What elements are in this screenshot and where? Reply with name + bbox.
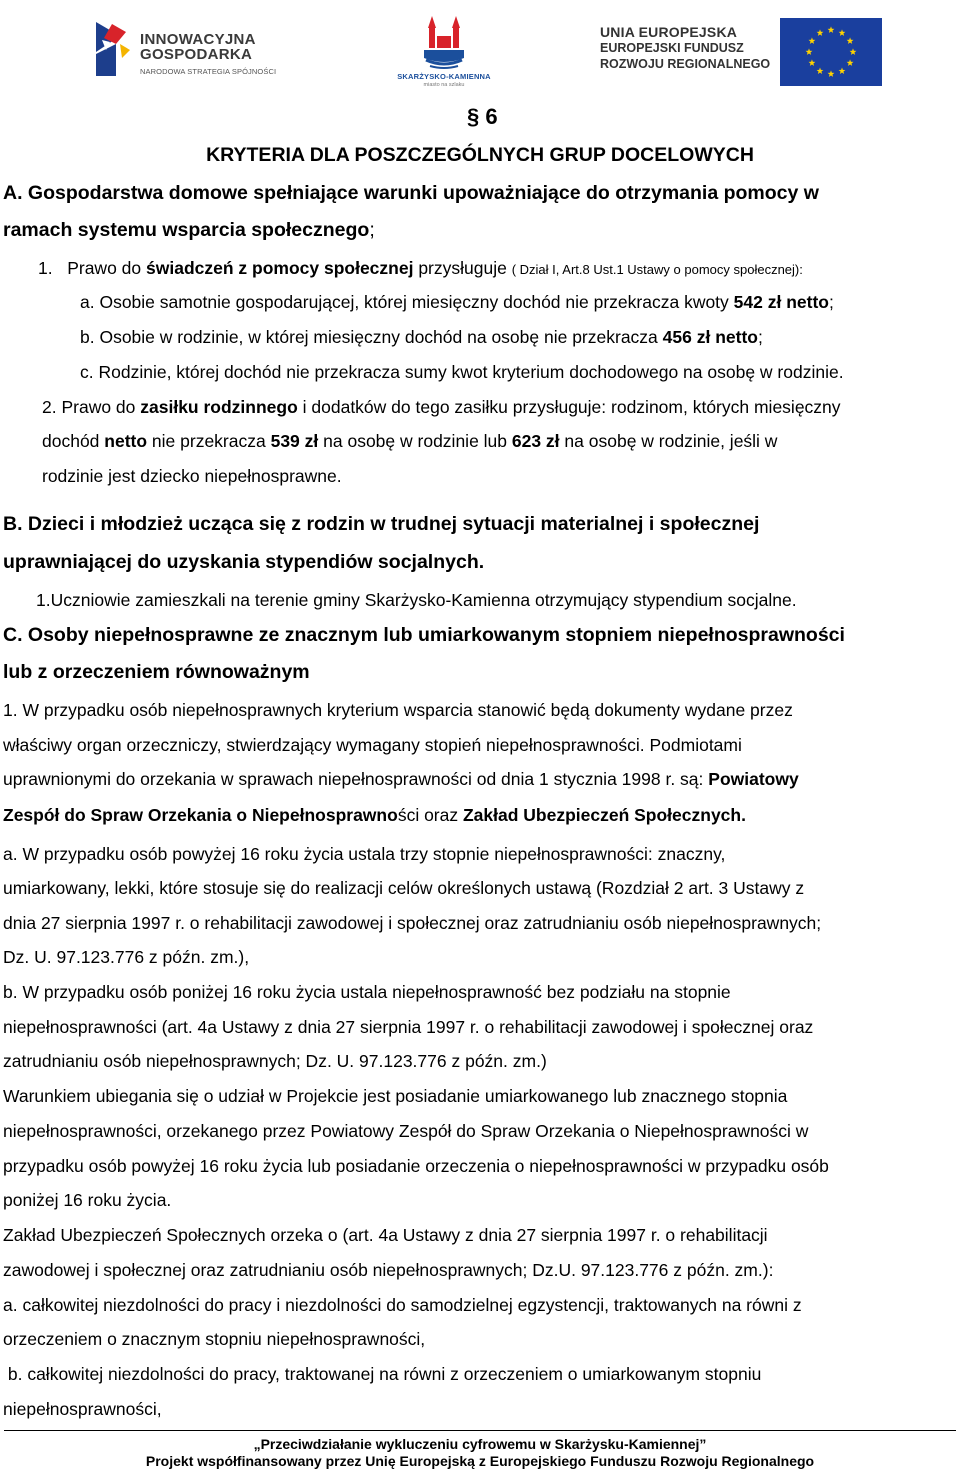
section-c-b-line3: zatrudnianiu osób niepełnosprawnych; Dz. U. 97.123.776 z późn. zm.) bbox=[3, 1051, 547, 1071]
skarzysko-kamienna-logo bbox=[396, 14, 492, 90]
section-c-a-line3: dnia 27 sierpnia 1997 r. o rehabilitacji zawodowej i społecznej oraz zatrudnianiu osób niepełnosprawnych; bbox=[3, 913, 822, 933]
ig-logo-line3: NARODOWA STRATEGIA SPÓJNOŚCI bbox=[140, 67, 277, 76]
section-c-p1-line3: uprawnionymi do orzekania w sprawach niepełnosprawności od dnia 1 stycznia 1998 r. są: Powiatowy bbox=[3, 769, 799, 789]
skarzysko-crest-icon bbox=[418, 14, 470, 70]
section-c-p1-line4: Zespół do Spraw Orzekania o Niepełnosprawności oraz Zakład Ubezpieczeń Społecznych. bbox=[3, 805, 746, 825]
section-a-item-2-line2: dochód netto nie przekracza 539 zł na osobę w rodzinie lub 623 zł na osobę w rodzinie, jeśli w bbox=[42, 431, 778, 451]
skarzysko-logo-tag: miasto na szlaku bbox=[423, 82, 465, 88]
section-c-b-line2: niepełnosprawności (art. 4a Ustawy z dnia 27 sierpnia 1997 r. o rehabilitacji zawodowej i społecznej oraz bbox=[3, 1017, 814, 1037]
section-c-w-line3: przypadku osób powyżej 16 roku życia lub posiadanie orzeczenia o niepełnosprawności w przypadku osób bbox=[3, 1156, 829, 1176]
section-c-z-line2: zawodowej i społecznej oraz zatrudnianiu osób niepełnosprawnych; Dz.U. 97.123.776 z późn. zm.): bbox=[3, 1260, 774, 1280]
section-c-z-line1: Zakład Ubezpieczeń Społecznych orzeka o (art. 4a Ustawy z dnia 27 sierpnia 1997 r. o rehabilitacji bbox=[3, 1225, 768, 1245]
section-b-heading-2: uprawniającej do uzyskania stypendiów socjalnych. bbox=[3, 551, 485, 573]
section-c-zb-line1: b. całkowitej niezdolności do pracy, traktowanej na równi z orzeczeniem o umiarkowanym stopniu bbox=[3, 1364, 762, 1384]
section-c-w-line4: poniżej 16 roku życia. bbox=[3, 1190, 172, 1210]
section-a-heading-2: ramach systemu wsparcia społecznego; bbox=[3, 219, 375, 241]
document-title: KRYTERIA DLA POSZCZEGÓLNYCH GRUP DOCELOWYCH bbox=[206, 144, 754, 166]
innowacyjna-gospodarka-logo bbox=[92, 18, 282, 82]
section-a-item-2-line3: rodzinie jest dziecko niepełnosprawne. bbox=[42, 466, 342, 486]
ig-logo-line1: INNOWACYJNA bbox=[140, 31, 256, 48]
section-a-item-2-line1: 2. Prawo do zasiłku rodzinnego i dodatków do tego zasiłku przysługuje: rodzinom, których miesięczny bbox=[42, 397, 841, 417]
footer-cofinancing-note: Projekt współfinansowany przez Unię Europejską z Europejskiego Funduszu Rozwoju Regionalnego bbox=[145, 1453, 815, 1469]
section-c-a-line2: umiarkowany, lekki, które stosuje się do realizacji celów określonych ustawą (Rozdział 2 art. 3 Ustawy z bbox=[3, 878, 805, 898]
section-c-w-line1: Warunkiem ubiegania się o udział w Projekcie jest posiadanie umiarkowanego lub znacznego stopnia bbox=[3, 1086, 788, 1106]
footer-project-title: „Przeciwdziałanie wykluczeniu cyfrowemu w Skarżysku-Kamiennej” bbox=[253, 1436, 707, 1452]
section-c-b-line1: b. W przypadku osób poniżej 16 roku życia ustala niepełnosprawność bez podziału na stopnie bbox=[3, 982, 731, 1002]
eu-logo-line2: EUROPEJSKI FUNDUSZ bbox=[600, 41, 744, 55]
header-logos bbox=[0, 10, 960, 90]
section-a-item-1c: c. Rodzinie, której dochód nie przekracza sumy kwot kryterium dochodowego na osobę w rodzinie. bbox=[80, 362, 844, 382]
section-c-za-line2: orzeczeniem o znacznym stopniu niepełnosprawności, bbox=[3, 1329, 426, 1349]
section-c-heading-2: lub z orzeczeniem równoważnym bbox=[3, 661, 310, 683]
eu-flag-icon bbox=[780, 18, 882, 86]
section-c-a-line1: a. W przypadku osób powyżej 16 roku życia ustala trzy stopnie niepełnosprawności: znaczny, bbox=[3, 844, 726, 864]
section-c-w-line2: niepełnosprawności, orzekanego przez Powiatowy Zespół do Spraw Orzekania o Niepełnosprawności w bbox=[3, 1121, 809, 1141]
skarzysko-logo-name: SKARŻYSKO-KAMIENNA bbox=[397, 72, 491, 81]
section-c-zb-line2: niepełnosprawności, bbox=[3, 1399, 162, 1419]
section-c-a-line4: Dz. U. 97.123.776 z późn. zm.), bbox=[3, 947, 250, 967]
section-a-heading-1: A. Gospodarstwa domowe spełniające warunki upoważniające do otrzymania pomocy w bbox=[3, 182, 819, 204]
section-a-item-1a: a. Osobie samotnie gospodarującej, której miesięczny dochód nie przekracza kwoty 542 zł netto; bbox=[80, 292, 834, 312]
ig-logo-line2: GOSPODARKA bbox=[140, 46, 253, 63]
section-a-item-1: 1. Prawo do świadczeń z pomocy społecznej przysługuje ( Dział I, Art.8 Ust.1 Ustawy o pomocy społecznej): bbox=[38, 258, 803, 278]
section-a-item-1b: b. Osobie w rodzinie, w której miesięczny dochód na osobę nie przekracza 456 zł netto; bbox=[80, 327, 763, 347]
section-c-p1-line1: 1. W przypadku osób niepełnosprawnych kryterium wsparcia stanowić będą dokumenty wydane przez bbox=[3, 700, 793, 720]
section-c-heading-1: C. Osoby niepełnosprawne ze znacznym lub umiarkowanym stopniem niepełnosprawności bbox=[3, 624, 845, 646]
innowacyjna-gospodarka-emblem-icon bbox=[92, 18, 132, 78]
section-c-za-line1: a. całkowitej niezdolności do pracy i niezdolności do samodzielnej egzystencji, traktowanych na równi z bbox=[3, 1295, 802, 1315]
section-mark: § 6 bbox=[467, 104, 498, 129]
section-b-heading-1: B. Dzieci i młodzież ucząca się z rodzin w trudnej sytuacji materialnej i społecznej bbox=[3, 513, 760, 535]
eu-erdf-logo bbox=[600, 18, 890, 88]
footer-divider bbox=[4, 1430, 956, 1431]
section-b-item-1: 1.Uczniowie zamieszkali na terenie gminy Skarżysko-Kamienna otrzymujący stypendium socjalne. bbox=[36, 590, 797, 610]
eu-logo-line3: ROZWOJU REGIONALNEGO bbox=[600, 57, 771, 71]
eu-logo-line1: UNIA EUROPEJSKA bbox=[600, 24, 738, 40]
section-c-p1-line2: właściwy organ orzeczniczy, stwierdzający wymagany stopień niepełnosprawności. Podmiotami bbox=[3, 735, 742, 755]
